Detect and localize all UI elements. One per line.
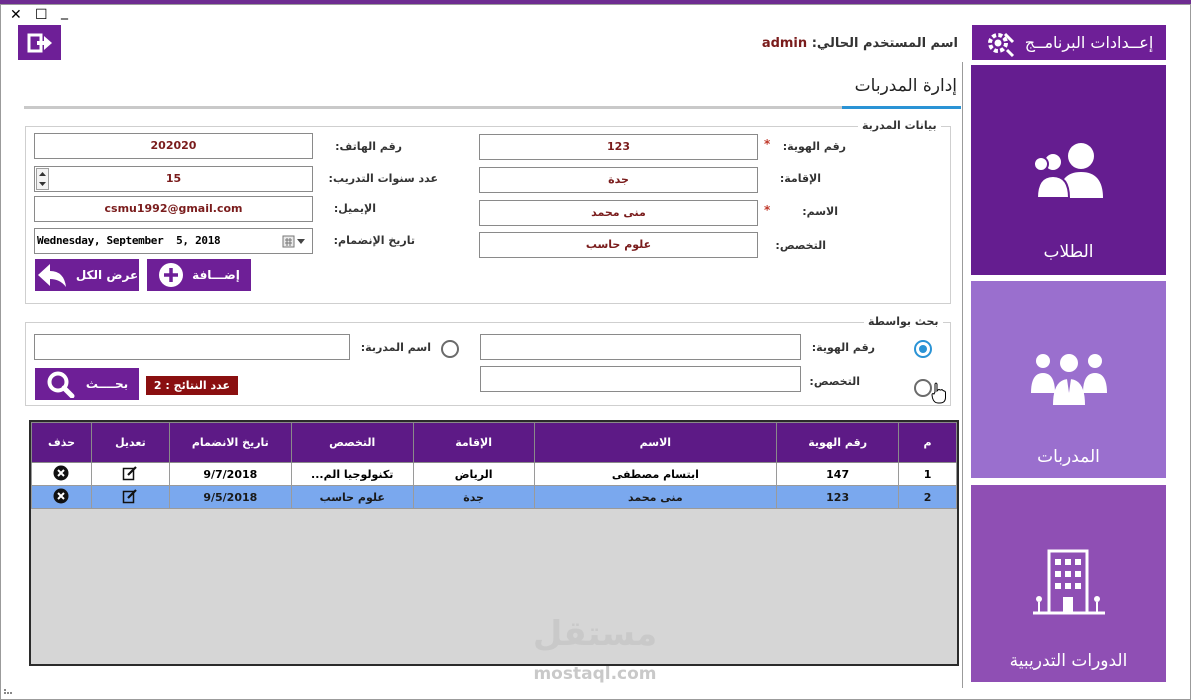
col-header-name[interactable]: الاسم <box>534 423 777 463</box>
edit-cell[interactable] <box>91 486 169 509</box>
add-button-label: إضـــافة <box>192 268 240 282</box>
results-count-badge: عدد النتائج : 2 <box>146 376 238 395</box>
nav-separator <box>962 62 963 688</box>
search-button-label: بحــــث <box>85 377 129 391</box>
specialty-label: التخصص: <box>775 239 826 252</box>
search-specialty-input[interactable] <box>480 366 801 392</box>
delete-x-icon[interactable] <box>53 488 69 504</box>
watermark-brand: مستقل <box>532 614 658 654</box>
cell-number: 2 <box>899 486 957 509</box>
col-header-edit[interactable]: تعديل <box>91 423 169 463</box>
close-window-icon[interactable]: ✕ <box>10 7 22 23</box>
edit-cell[interactable] <box>91 463 169 486</box>
edit-pencil-icon[interactable] <box>122 465 138 481</box>
building-icon <box>1029 547 1109 619</box>
current-user-value: admin <box>761 36 808 51</box>
search-specialty-label: التخصص: <box>809 375 860 388</box>
search-name-input[interactable] <box>34 334 350 360</box>
cell-specialty: تكنولوجيا الم... <box>291 463 413 486</box>
cell-number: 1 <box>899 463 957 486</box>
page-title: إدارة المدربات <box>854 76 957 96</box>
training-years-label: عدد سنوات التدريب: <box>328 172 438 185</box>
email-input[interactable]: csmu1992@gmail.com <box>34 196 313 222</box>
trainers-table <box>31 422 957 509</box>
settings-label: إعــدادات البرنامــج <box>1024 33 1154 52</box>
col-header-residence[interactable]: الإقامة <box>413 423 534 463</box>
logout-button[interactable] <box>18 25 61 60</box>
join-date-picker[interactable] <box>34 228 313 254</box>
resize-grip-icon[interactable] <box>3 685 13 695</box>
col-header-number[interactable]: م <box>899 423 957 463</box>
search-button[interactable] <box>35 368 139 400</box>
required-marker: * <box>764 203 771 217</box>
settings-button[interactable] <box>972 25 1166 60</box>
cell-residence: جدة <box>413 486 534 509</box>
trainers-icon <box>1029 349 1109 407</box>
col-header-id[interactable]: رقم الهوية <box>777 423 899 463</box>
delete-cell[interactable] <box>32 486 92 509</box>
col-header-join-date[interactable]: تاريخ الانضمام <box>169 423 291 463</box>
specialty-input[interactable]: علوم حاسب <box>479 232 758 258</box>
cell-name: ابتسام مصطفى <box>534 463 777 486</box>
col-header-delete[interactable]: حذف <box>32 423 92 463</box>
email-label: الإيميل: <box>333 202 376 215</box>
id-number-label: رقم الهوية: <box>782 140 846 153</box>
required-marker: * <box>764 137 771 151</box>
nav-tile-students[interactable] <box>971 65 1166 275</box>
phone-label: رقم الهاتف: <box>335 140 402 153</box>
nav-label-students: الطلاب <box>1043 242 1094 262</box>
search-id-label: رقم الهوية: <box>811 341 875 354</box>
name-input[interactable]: منى محمد <box>479 200 758 226</box>
col-header-specialty[interactable]: التخصص <box>291 423 413 463</box>
residence-label: الإقامة: <box>779 172 821 185</box>
name-label: الاسم: <box>802 205 838 218</box>
residence-input[interactable]: جدة <box>479 167 758 193</box>
settings-gear-icon <box>985 28 1015 58</box>
search-group-title: بحث بواسطة <box>864 315 943 328</box>
nav-label-courses: الدورات التدريبية <box>1009 651 1128 671</box>
training-years-stepper[interactable]: 15 <box>34 166 313 192</box>
cell-name: منى محمد <box>534 486 777 509</box>
cell-join-date: 9/5/2018 <box>169 486 291 509</box>
nav-label-trainers: المدربات <box>1037 447 1100 467</box>
add-circle-icon <box>158 262 184 288</box>
join-date-value: Wednesday, September 5, 2018 <box>37 234 221 247</box>
edit-pencil-icon[interactable] <box>122 488 138 504</box>
table-row[interactable] <box>32 463 957 486</box>
show-all-button-label: عرض الكل <box>75 268 139 282</box>
stepper-up-icon[interactable] <box>37 169 48 179</box>
nav-tile-courses[interactable] <box>971 485 1166 682</box>
stepper-buttons[interactable] <box>36 168 49 190</box>
search-by-name-radio[interactable] <box>441 340 459 358</box>
search-by-id-radio[interactable] <box>914 340 932 358</box>
cell-id: 123 <box>777 486 899 509</box>
minimize-window-icon[interactable]: _ <box>61 4 68 20</box>
cell-join-date: 9/7/2018 <box>169 463 291 486</box>
add-button[interactable] <box>147 259 251 291</box>
table-header-row <box>32 423 957 463</box>
back-arrow-icon <box>36 262 68 288</box>
title-divider <box>24 106 961 109</box>
cell-specialty: علوم حاسب <box>291 486 413 509</box>
cell-id: 147 <box>777 463 899 486</box>
search-id-input[interactable] <box>480 334 801 360</box>
hand-cursor-icon <box>931 382 947 404</box>
logout-icon <box>27 32 53 54</box>
maximize-window-icon[interactable]: ☐ <box>35 7 48 23</box>
search-name-label: اسم المدربة: <box>360 341 431 354</box>
current-user-label: اسم المستخدم الحالي: <box>811 36 958 51</box>
calendar-dropdown-icon[interactable] <box>282 235 308 249</box>
stepper-down-icon[interactable] <box>37 179 48 189</box>
id-number-input[interactable]: 123 <box>479 134 758 160</box>
current-user <box>700 36 958 54</box>
delete-cell[interactable] <box>32 463 92 486</box>
join-date-label: تاريخ الإنضمام: <box>333 234 415 247</box>
search-magnifier-icon <box>46 370 78 398</box>
delete-x-icon[interactable] <box>53 465 69 481</box>
watermark-domain: mostaql.com <box>533 664 657 684</box>
nav-tile-trainers[interactable] <box>971 281 1166 478</box>
table-row-selected[interactable] <box>32 486 957 509</box>
students-icon <box>1029 140 1109 200</box>
cell-residence: الرياض <box>413 463 534 486</box>
show-all-button[interactable] <box>35 259 139 291</box>
search-by-specialty-radio[interactable] <box>914 379 932 397</box>
trainer-data-group-title: بيانات المدربة <box>858 119 941 132</box>
phone-input[interactable]: 202020 <box>34 133 313 159</box>
title-divider-accent <box>842 106 961 109</box>
